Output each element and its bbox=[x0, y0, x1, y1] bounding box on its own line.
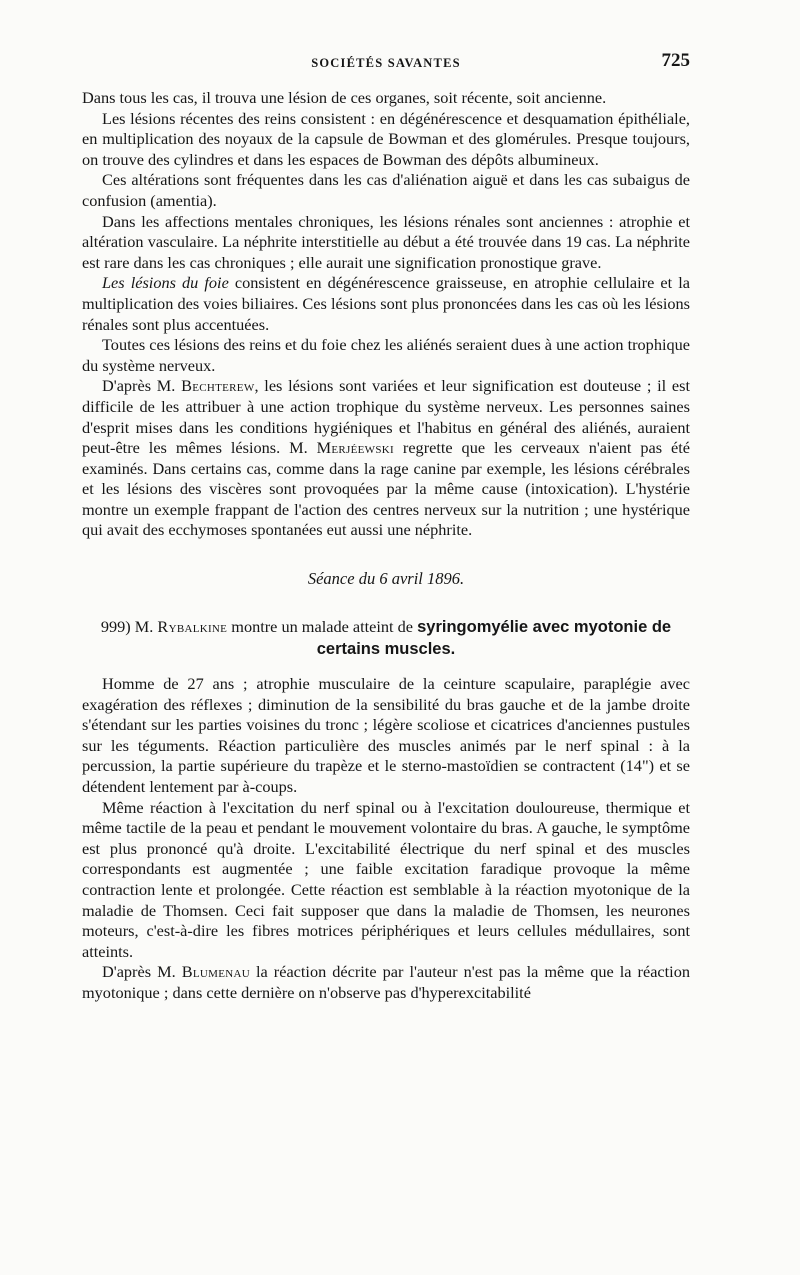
paragraph-blumenau bbox=[82, 962, 690, 1003]
text-run: consistent en dégénérescence graisseuse, en atrophie cellulaire et la multiplication des voies biliaires. Ces lésions sont plus prononcées dans les cas où les lésions rénales sont plus accentuées. bbox=[82, 273, 690, 334]
text-run: la réaction décrite par l'auteur n'est pas la même que la réaction myotonique ; dans cette dernière on n'observe pas d'hyperexcitabilité bbox=[82, 962, 690, 1002]
running-head: SOCIÉTÉS SAVANTES bbox=[311, 56, 461, 70]
page-number: 725 bbox=[661, 50, 690, 71]
paragraph: Dans tous les cas, il trouva une lésion de ces organes, soit récente, soit ancienne. bbox=[82, 88, 607, 107]
case-title-bold: syringomyélie avec myotonie de certains muscles. bbox=[316, 618, 672, 659]
paragraph: Dans les affections mentales chroniques, les lésions rénales sont anciennes : atrophie et altération vasculaire. La néphrite interstitielle au début a été trouvée dans 19 cas. La néphrite est rare dans les cas chroniques ; elle aurait une signification pronostique grave. bbox=[82, 211, 690, 272]
author-name: Merjéewski bbox=[316, 438, 394, 458]
author-name: Blumenau bbox=[181, 962, 250, 982]
text-run: regrette que les cerveaux n'aient pas été examinés. Dans certains cas, comme dans la rage canine par exemple, les lésions cérébrales et les lésions des viscères sont provoquées par la même cause (intoxication). L'hystérie montre un exemple frappant de l'action des centres nerveux sur la nutrition ; une hystérique qui avait des ecchymoses spontanées eut aussi une néphrite. bbox=[82, 438, 690, 540]
paragraph: Les lésions récentes des reins consistent : en dégénérescence et desquamation épithéliale, en multiplication des noyaux de la capsule de Bowman et des glomérules. Presque toujours, on trouve des cylindres et dans les espaces de Bowman des dépôts albumineux. bbox=[82, 108, 690, 169]
text-run: , les lésions sont variées et leur signification est douteuse ; il est difficile de les attribuer à une action trophique du système nerveux. Les personnes saines d'esprit mises dans les conditions hygiéniques et l'habitus en général des aliénés, auraient peut-être les mêmes lésions. M. bbox=[82, 376, 690, 458]
case-title bbox=[82, 616, 690, 660]
paragraph: Même réaction à l'excitation du nerf spinal ou à l'excitation douloureuse, thermique et même tactile de la peau et pendant le mouvement volontaire du bras. A gauche, le symptôme est plus prononcé qu'à droite. L'excitabilité électrique du nerf spinal et des muscles correspondants est augmentée ; une faible excitation faradique provoque la même contraction lente et prolongée. Cette réaction est semblable à la réaction myotonique de la maladie de Thomsen. Ceci fait supposer que dans la maladie de Thomsen, les neurones moteurs, c'est-à-dire les fibres motrices périphériques et leurs cellules médullaires, sont atteints. bbox=[82, 797, 690, 961]
text-run: montre un malade atteint de bbox=[227, 617, 418, 637]
text-run: D'après M. bbox=[102, 376, 182, 396]
case-number: 999) bbox=[100, 617, 131, 637]
text-run: D'après M. bbox=[102, 962, 182, 982]
author-name: Bechterew bbox=[181, 376, 255, 396]
paragraph: Ces altérations sont fréquentes dans les cas d'aliénation aiguë et dans les cas subaigus de confusion (amentia). bbox=[82, 170, 690, 210]
italic-lead: Les lésions du foie bbox=[102, 273, 229, 293]
author-name: Rybalkine bbox=[157, 617, 228, 637]
paragraph-bechterew bbox=[82, 376, 690, 541]
paragraph: Toutes ces lésions des reins et du foie chez les aliénés seraient dues à une action trophique du système nerveux. bbox=[82, 335, 690, 375]
page-header bbox=[82, 50, 690, 76]
paragraph-foie bbox=[82, 273, 690, 335]
page-body bbox=[82, 88, 690, 1004]
session-heading: Séance du 6 avril 1896. bbox=[307, 569, 465, 589]
text-run: M. bbox=[130, 617, 158, 637]
paragraph: Homme de 27 ans ; atrophie musculaire de la ceinture scapulaire, paraplégie avec exagération des réflexes ; diminution de la sensibilité du bras gauche et de la jambe droite s'étendant sur les parties voisines du tronc ; légère scoliose et cicatrices d'anciennes pustules sur les téguments. Réaction particulière des muscles animés par le nerf spinal : à la percussion, la partie supérieure du trapèze et le sterno-mastoïdien se contractent (14") et se détendent lentement par à-coups. bbox=[82, 674, 690, 797]
